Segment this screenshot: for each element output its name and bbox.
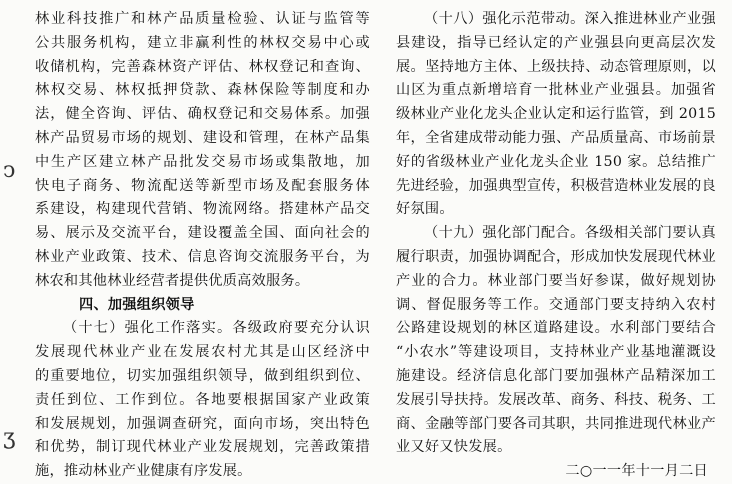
paragraph-first-line: （十七）强化工作落实。各级政府要充分认识 [63,320,370,337]
right-column [396,8,716,484]
text-line: 年，全省建成带动能力强、产品质量高、市场前景 [396,129,716,146]
text-line: 发展引导扶持。发展改革、商务、科技、税务、工 [396,391,716,408]
text-line: 商、金融等部门要各司其职，共同推进现代林业产 [396,415,716,432]
paragraph-first-line: （十九）强化部门配合。各级相关部门要认真 [424,225,716,242]
text-line: 易、展示及交流平台，建设覆盖全国、面向社会的 [35,225,370,242]
text-line: 展。坚持地方主体、上级扶持、动态管理原则，以 [396,58,716,75]
left-column [35,8,370,484]
text-line: 县建设，指导已经认定的产业强县向更高层次发 [396,34,716,51]
text-line: 快电子商务、物流配送等新型市场及配套服务体 [35,177,370,194]
text-line: 中生产区建立林产品批发交易市场或集散地，加 [35,153,370,170]
text-line: 系建设，构建现代营销、物流网络。搭建林产品交 [35,201,370,218]
text-line: 收储机构，完善森林资产评估、林权登记和查询、 [35,58,370,75]
section-heading: 四、加强组织领导 [79,296,195,313]
binding-hole-mark-top: ↄ [3,158,16,183]
text-line: “小农水”等建设项目，支持林业产业基地灌溉设 [396,344,716,361]
text-line: 和优势，制订现代林业产业发展规划，完善政策措 [35,439,370,456]
text-line: 山区为重点新增培育一批林业产业强县。加强省 [396,82,716,99]
text-line: 林产品贸易市场的规划、建设和管理，在林产品集 [35,129,370,146]
binding-hole-mark-bottom: ʒ [3,425,16,450]
text-line: 公共服务机构，建立非赢利性的林权交易中心或 [35,34,370,51]
text-line: 好的省级林业产业化龙头企业 150 家。总结推广 [396,153,716,170]
text-line: 施建设。经济信息化部门要加强林产品精深加工 [396,367,716,384]
text-line: 业又好又快发展。 [396,439,512,456]
text-line: 法，健全咨询、评估、确权登记和交易体系。加强 [35,106,370,123]
text-line: 的重要地位，切实加强组织领导，做到组织到位、 [35,367,370,384]
text-line: 好氛围。 [396,201,454,218]
document-date: 二○一一年十一月二日 [565,463,708,480]
text-line: 施，推动林业产业健康有序发展。 [35,463,252,480]
text-line: 林农和其他林业经营者提供优质高效服务。 [35,272,310,289]
text-line: 履行职责，加强协调配合，形成加快发展现代林业 [396,248,716,265]
text-line: 级林业产业化龙头企业认定和运行监管，到 2015 [396,106,716,123]
text-line: 先进经验，加强典型宣传，积极营造林业发展的良 [396,177,716,194]
text-line: 林权交易、林权抵押贷款、森林保险等制度和办 [35,82,370,99]
text-line: 调、督促服务等工作。交通部门要支持纳入农村 [396,296,716,313]
text-line: 发展现代林业产业在发展农村尤其是山区经济中 [35,344,370,361]
text-line: 产业的合力。林业部门要当好参谋，做好规划协 [396,272,716,289]
text-line: 和发展规划，加强调查研究，面向市场，突出特色 [35,415,370,432]
text-line: 责任到位、工作到位。各地要根据国家产业政策 [35,391,370,408]
text-line: 林业产业政策、技术、信息咨询交流服务平台，为 [35,248,370,265]
text-line: 林业科技推广和林产品质量检验、认证与监管等 [35,11,370,27]
text-line: 公路建设规划的林区道路建设。水利部门要结合 [396,320,716,337]
paragraph-first-line: （十八）强化示范带动。深入推进林业产业强 [424,11,716,27]
